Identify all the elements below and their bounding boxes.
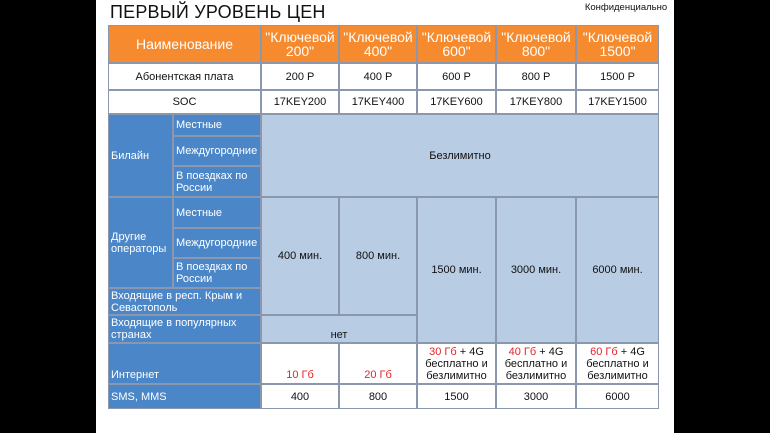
sms-value: 6000 (576, 384, 659, 409)
others-local: Местные (173, 197, 261, 228)
internet-line (429, 346, 484, 358)
others-minutes: 1500 мин. (417, 197, 496, 343)
slide-title: ПЕРВЫЙ УРОВЕНЬ ЦЕН (110, 2, 326, 22)
internet-unlimited: безлимитно (587, 369, 648, 382)
confidential-label: Конфиденциально (584, 2, 668, 13)
internet-label: Интернет (108, 343, 261, 384)
soc-value: 17KEY1500 (576, 90, 659, 114)
soc-value: 17KEY600 (417, 90, 496, 114)
internet-free: бесплатно и (425, 357, 488, 370)
others-minutes: 400 мин. (261, 197, 339, 315)
others-roaming: В поездках по России (173, 258, 261, 288)
slide (96, 0, 674, 433)
header-plan-800: "Ключевой 800" (496, 25, 576, 63)
internet-line (590, 346, 645, 358)
fee-value: 600 Р (417, 63, 496, 90)
others-label: Другие операторы (108, 197, 173, 288)
internet-volume: 60 Гб (590, 345, 618, 358)
sms-value: 400 (261, 384, 339, 409)
sms-value: 1500 (417, 384, 496, 409)
beeline-longdistance: Междугородние (173, 136, 261, 166)
beeline-label: Билайн (108, 114, 173, 197)
popular-value: нет (261, 315, 417, 343)
internet-value (417, 343, 496, 384)
internet-unlimited: безлимитно (505, 369, 567, 382)
internet-free: бесплатно и (504, 357, 568, 370)
internet-value (496, 343, 576, 384)
soc-value: 17KEY800 (496, 90, 576, 114)
others-minutes: 6000 мин. (576, 197, 659, 343)
pricing-table (108, 25, 668, 410)
header-plan-400: "Ключевой 400" (339, 25, 417, 63)
fee-value: 400 Р (339, 63, 417, 90)
internet-4g: + 4G (620, 345, 645, 358)
internet-unlimited: безлимитно (426, 369, 487, 382)
others-minutes: 3000 мин. (496, 197, 576, 343)
popular-label: Входящие в популярных странах (108, 315, 261, 343)
sms-label: SMS, MMS (108, 384, 261, 409)
internet-4g: + 4G (459, 345, 484, 358)
fee-value: 800 Р (496, 63, 576, 90)
internet-volume: 10 Гб (286, 369, 314, 381)
sms-value: 800 (339, 384, 417, 409)
internet-volume: 40 Гб (508, 345, 537, 358)
others-longdistance: Междугородние (173, 228, 261, 258)
header-plan-200: "Ключевой 200" (261, 25, 339, 63)
internet-value (576, 343, 659, 384)
soc-value: 17KEY200 (261, 90, 339, 114)
internet-volume: 20 Гб (364, 369, 392, 381)
fee-label: Абонентская плата (108, 63, 261, 90)
internet-value (339, 343, 417, 384)
beeline-value: Безлимитно (261, 114, 659, 197)
header-plan-600: "Ключевой 600" (417, 25, 496, 63)
crimea-label: Входящие в респ. Крым и Севастополь (108, 288, 261, 315)
fee-value: 1500 Р (576, 63, 659, 90)
soc-value: 17KEY400 (339, 90, 417, 114)
internet-value (261, 343, 339, 384)
header-plan-1500: "Ключевой 1500" (576, 25, 659, 63)
others-minutes: 800 мин. (339, 197, 417, 315)
internet-line (509, 346, 564, 358)
fee-value: 200 Р (261, 63, 339, 90)
header-name: Наименование (108, 25, 261, 63)
internet-volume: 30 Гб (429, 345, 457, 358)
internet-4g: + 4G (539, 345, 564, 358)
beeline-roaming: В поездках по России (173, 166, 261, 197)
sms-value: 3000 (496, 384, 576, 409)
internet-free: бесплатно и (586, 357, 649, 370)
beeline-local: Местные (173, 114, 261, 136)
soc-label: SOC (108, 90, 261, 114)
